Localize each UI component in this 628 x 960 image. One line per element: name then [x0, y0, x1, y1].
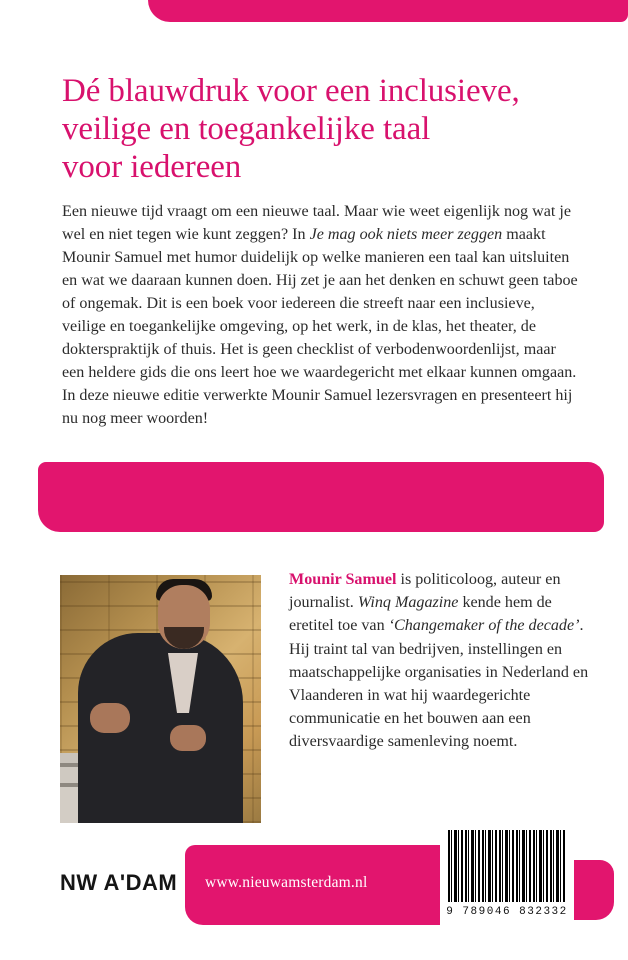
award-title: ‘Changemaker of the decade’: [388, 617, 580, 635]
magazine-name: Winq Magazine: [357, 594, 459, 612]
headline-line: Dé blauwdruk voor een inclusieve,: [62, 73, 520, 109]
pink-brush-stroke-top: [148, 0, 628, 22]
author-bio: Mounir Samuel is politicoloog, auteur en journalist. Winq Magazine kende hem de eretitel toe van ‘Changemaker of the decade’. Hij traint tal van bedrijven, instellingen en maatschappelijke organisaties in Nederland en Vlaanderen in wat hij waardegerichte communicatie en het bouwen aan een diversvaardige samenleving noemt.: [289, 571, 589, 751]
author-photo: [60, 575, 261, 823]
barcode-bars: [448, 830, 566, 902]
book-title-italic: Je mag ook niets meer zeggen: [309, 226, 503, 243]
blurb-text: maakt Mounir Samuel met humor duidelijk op welke manieren een taal kan uitsluiten en wat we daaraan kunnen doen. Hij zet je aan het denken en schuwt geen taboe of ongemak. Dit is een boek voor iedereen die streeft naar een inclusieve, veilige en toegankelijke omgeving, op het werk, in de klas, het theater, de dokterspraktijk of thuis. Het is geen checklist of verbodenwoordenlijst, maar een heldere gids die ons leert hoe we waardegericht met elkaar kunnen omgaan. In deze nieuwe editie verwerkte Mounir Samuel lezersvragen en presenteert hij nu nog meer woorden!: [62, 226, 578, 427]
headline-line: veilige en toegankelijke taal: [62, 111, 431, 147]
pink-brush-stroke-middle: [38, 462, 604, 532]
back-cover-headline: [62, 72, 602, 186]
blurb-text: Een nieuwe tijd vraagt om een nieuwe taal. Maar wie weet eigenlijk nog wat je wel en niet tegen wie kunt zeggen? In: [62, 203, 571, 243]
publisher-logo: NW A'DAM: [60, 870, 178, 895]
book-blurb: [62, 200, 582, 430]
publisher-website: www.nieuwamsterdam.nl: [205, 874, 368, 891]
headline-line: voor iedereen: [62, 149, 242, 185]
isbn-number: 9 789046 832332: [446, 906, 568, 918]
isbn-barcode: [440, 822, 574, 930]
author-name: Mounir Samuel: [289, 571, 397, 588]
pink-brush-stroke-bottom-right: [574, 860, 614, 920]
